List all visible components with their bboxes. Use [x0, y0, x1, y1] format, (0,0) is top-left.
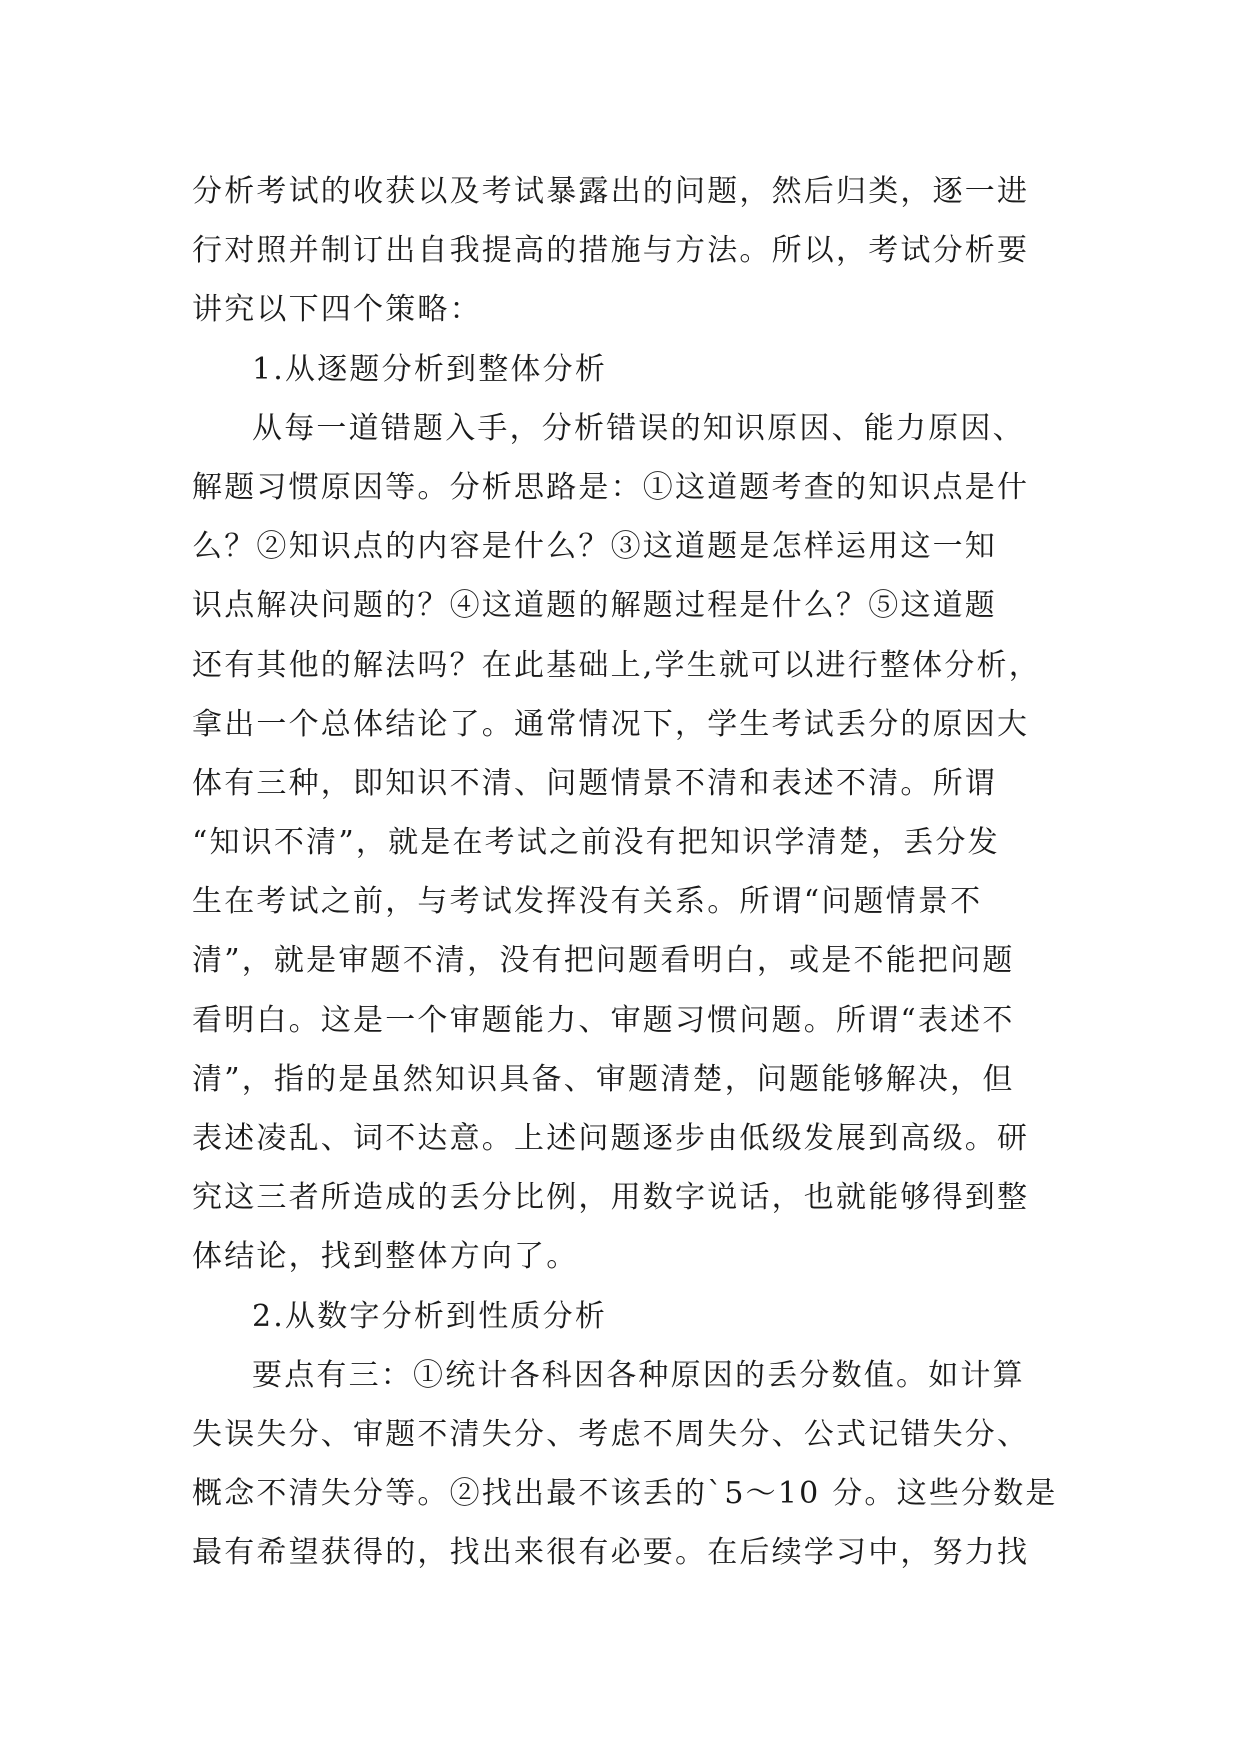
- text-line: 表述凌乱、词不达意。上述问题逐步由低级发展到高级。研: [192, 1121, 1030, 1156]
- text-line: 2.从数字分析到性质分析: [252, 1298, 608, 1334]
- text-line: 1.从逐题分析到整体分析: [252, 351, 608, 387]
- text-line: 解题习惯原因等。分析思路是：①这道题考查的知识点是什: [192, 469, 1030, 505]
- text-line: 清”，就是审题不清，没有把问题看明白，或是不能把问题: [192, 943, 1015, 979]
- text-line: 拿出一个总体结论了。通常情况下，学生考试丢分的原因大: [192, 706, 1030, 742]
- text-line: “知识不清”，就是在考试之前没有把知识学清楚，丢分发: [192, 825, 1000, 861]
- text-line: 究这三者所造成的丢分比例，用数字说话，也就能够得到整: [192, 1180, 1030, 1216]
- text-line: 要点有三：①统计各科因各种原因的丢分数值。如计算: [252, 1357, 1025, 1393]
- text-line: 概念不清失分等。②找出最不该丢的`5～10 分。这些分数是: [192, 1476, 1058, 1512]
- text-line: 从每一道错题入手，分析错误的知识原因、能力原因、: [252, 410, 1025, 446]
- text-line: 看明白。这是一个审题能力、审题习惯问题。所谓“表述不: [192, 1002, 1015, 1038]
- text-line: 体结论，找到整体方向了。: [192, 1239, 579, 1275]
- document-body: [192, 162, 1062, 1583]
- text-line: 识点解决问题的？④这道题的解题过程是什么？⑤这道题: [192, 588, 997, 624]
- text-line: 分析考试的收获以及考试暴露出的问题，然后归类，逐一进: [192, 174, 1030, 209]
- text-line: 清”，指的是虽然知识具备、审题清楚，问题能够解决，但: [192, 1061, 1015, 1097]
- text-line: 最有希望获得的，找出来很有必要。在后续学习中，努力找: [192, 1535, 1030, 1571]
- text-line: 么？②知识点的内容是什么？③这道题是怎样运用这一知: [192, 529, 997, 565]
- text-line: 还有其他的解法吗？在此基础上,学生就可以进行整体分析，: [192, 647, 1041, 683]
- text-line: 讲究以下四个策略：: [192, 292, 482, 328]
- text-line: 行对照并制订出自我提高的措施与方法。所以，考试分析要: [192, 233, 1030, 269]
- text-line: 体有三种，即知识不清、问题情景不清和表述不清。所谓: [192, 765, 997, 801]
- text-line: 生在考试之前，与考试发挥没有关系。所谓“问题情景不: [192, 884, 983, 920]
- text-line: 失误失分、审题不清失分、考虑不周失分、公式记错失分、: [192, 1416, 1030, 1452]
